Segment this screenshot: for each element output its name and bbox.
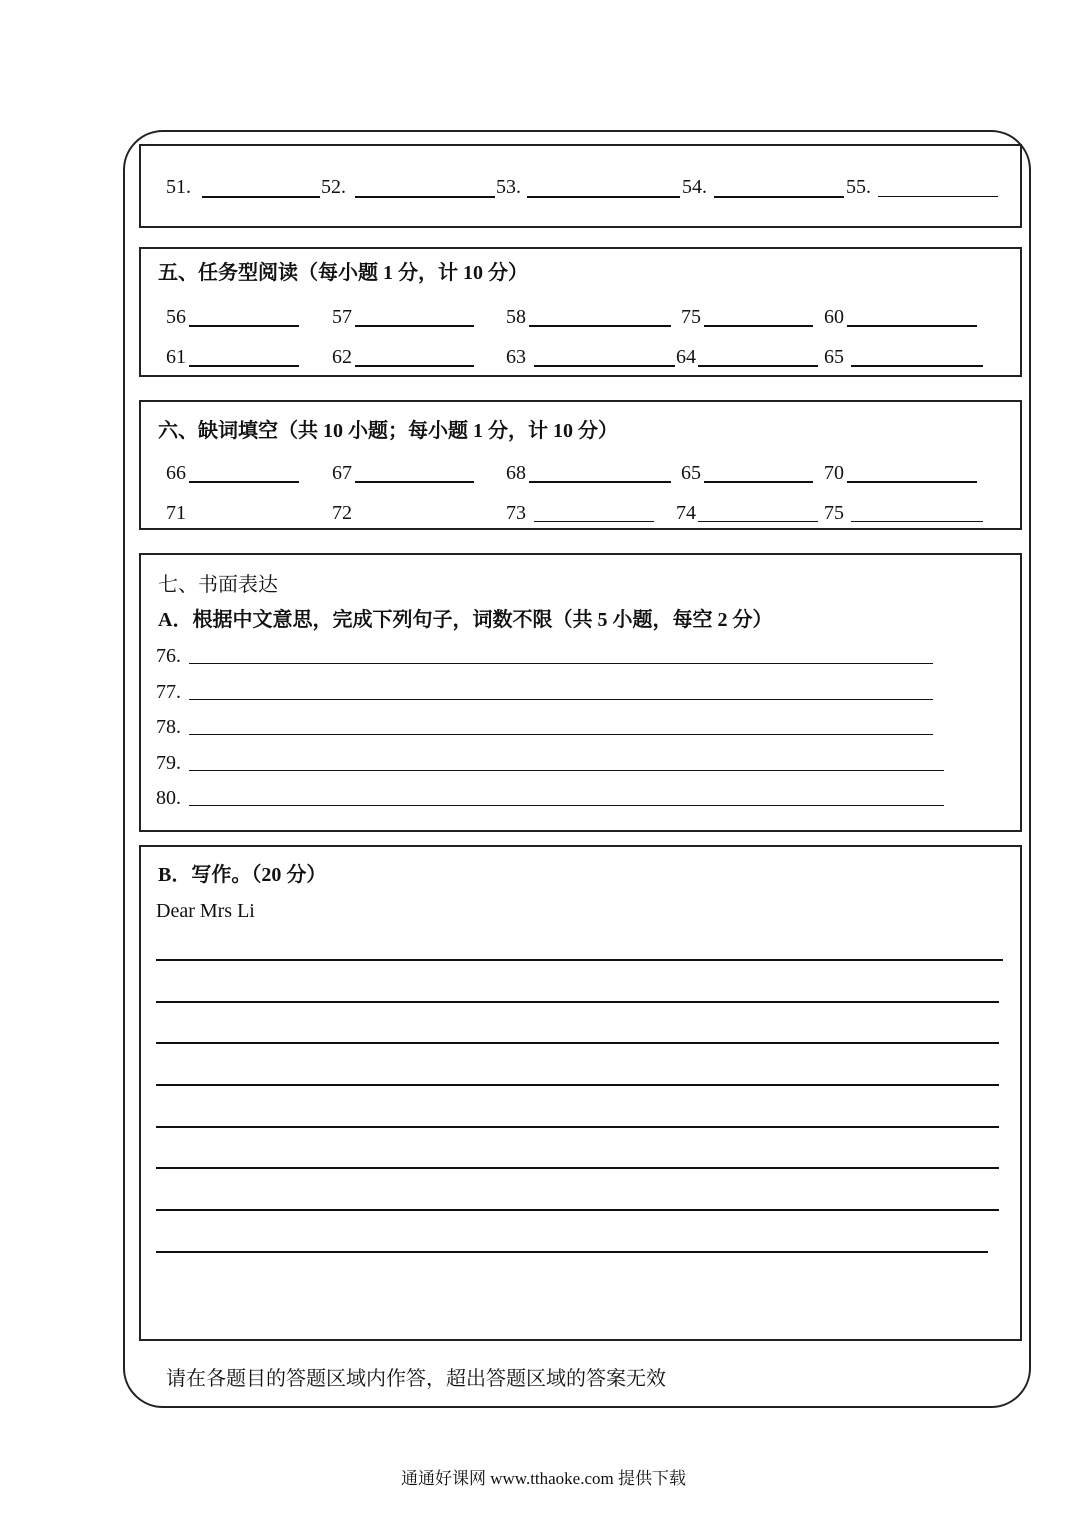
item-63: 63 bbox=[506, 346, 526, 368]
writing-line[interactable] bbox=[156, 1001, 999, 1003]
section-7a-subtitle: A．根据中文意思，完成下列句子，词数不限（共 5 小题，每空 2 分） bbox=[158, 609, 773, 631]
answer-area-note: 请在各题目的答题区域内作答，超出答题区域的答案无效 bbox=[166, 1368, 666, 1390]
blank-51[interactable] bbox=[202, 196, 320, 198]
item-68: 68 bbox=[506, 462, 526, 484]
item-76: 76. bbox=[156, 645, 181, 667]
item-66: 66 bbox=[166, 462, 186, 484]
writing-line[interactable] bbox=[156, 959, 1003, 961]
page-footer: 通通好课网 www.tthaoke.com 提供下载 bbox=[400, 1469, 687, 1488]
section-51-55 bbox=[139, 144, 1022, 228]
blank-56[interactable] bbox=[189, 325, 299, 327]
item-70: 70 bbox=[824, 462, 844, 484]
item-65a: 65 bbox=[824, 346, 844, 368]
writing-line[interactable] bbox=[156, 1126, 999, 1128]
line-79[interactable] bbox=[189, 770, 944, 771]
item-56: 56 bbox=[166, 306, 186, 328]
item-72: 72 bbox=[332, 502, 352, 524]
blank-68[interactable] bbox=[529, 481, 671, 483]
letter-greeting: Dear Mrs Li bbox=[156, 900, 255, 922]
item-52: 52. bbox=[321, 176, 346, 198]
blank-53[interactable] bbox=[527, 196, 680, 198]
writing-line[interactable] bbox=[156, 1251, 988, 1253]
section-7-title: 七、书面表达 bbox=[158, 574, 278, 596]
item-78: 78. bbox=[156, 716, 181, 738]
blank-58[interactable] bbox=[529, 325, 671, 327]
item-61: 61 bbox=[166, 346, 186, 368]
line-76[interactable] bbox=[189, 663, 933, 664]
blank-52[interactable] bbox=[355, 196, 495, 198]
item-62: 62 bbox=[332, 346, 352, 368]
item-80: 80. bbox=[156, 787, 181, 809]
blank-75a[interactable] bbox=[704, 325, 813, 327]
blank-54[interactable] bbox=[714, 196, 844, 198]
item-67: 67 bbox=[332, 462, 352, 484]
section-writing-b bbox=[139, 845, 1022, 1341]
item-75a: 75 bbox=[681, 306, 701, 328]
blank-61[interactable] bbox=[189, 365, 299, 367]
blank-64[interactable] bbox=[698, 365, 818, 367]
item-74: 74 bbox=[676, 502, 696, 524]
blank-65b[interactable] bbox=[704, 481, 813, 483]
item-54: 54. bbox=[682, 176, 707, 198]
blank-60[interactable] bbox=[847, 325, 977, 327]
item-51: 51. bbox=[166, 176, 191, 198]
item-53: 53. bbox=[496, 176, 521, 198]
blank-73[interactable] bbox=[534, 521, 654, 522]
blank-63[interactable] bbox=[534, 365, 675, 367]
blank-65a[interactable] bbox=[851, 365, 983, 367]
line-77[interactable] bbox=[189, 699, 933, 700]
item-57: 57 bbox=[332, 306, 352, 328]
item-58: 58 bbox=[506, 306, 526, 328]
blank-75b[interactable] bbox=[851, 521, 983, 522]
line-78[interactable] bbox=[189, 734, 933, 735]
blank-70[interactable] bbox=[847, 481, 977, 483]
item-71: 71 bbox=[166, 502, 186, 524]
line-80[interactable] bbox=[189, 805, 944, 806]
item-75b: 75 bbox=[824, 502, 844, 524]
blank-62[interactable] bbox=[355, 365, 474, 367]
blank-57[interactable] bbox=[355, 325, 474, 327]
item-55: 55. bbox=[846, 176, 871, 198]
item-79: 79. bbox=[156, 752, 181, 774]
item-65b: 65 bbox=[681, 462, 701, 484]
blank-66[interactable] bbox=[189, 481, 299, 483]
item-64: 64 bbox=[676, 346, 696, 368]
writing-line[interactable] bbox=[156, 1042, 999, 1044]
section-5-title: 五、任务型阅读（每小题 1 分，计 10 分） bbox=[158, 262, 528, 284]
blank-55[interactable] bbox=[878, 196, 998, 197]
item-77: 77. bbox=[156, 681, 181, 703]
item-73: 73 bbox=[506, 502, 526, 524]
section-6-title: 六、缺词填空（共 10 小题；每小题 1 分，计 10 分） bbox=[158, 420, 618, 442]
section-b-title: B．写作。（20 分） bbox=[158, 864, 327, 886]
writing-line[interactable] bbox=[156, 1084, 999, 1086]
item-60: 60 bbox=[824, 306, 844, 328]
blank-67[interactable] bbox=[355, 481, 474, 483]
writing-line[interactable] bbox=[156, 1167, 999, 1169]
blank-74[interactable] bbox=[698, 521, 818, 522]
writing-line[interactable] bbox=[156, 1209, 999, 1211]
